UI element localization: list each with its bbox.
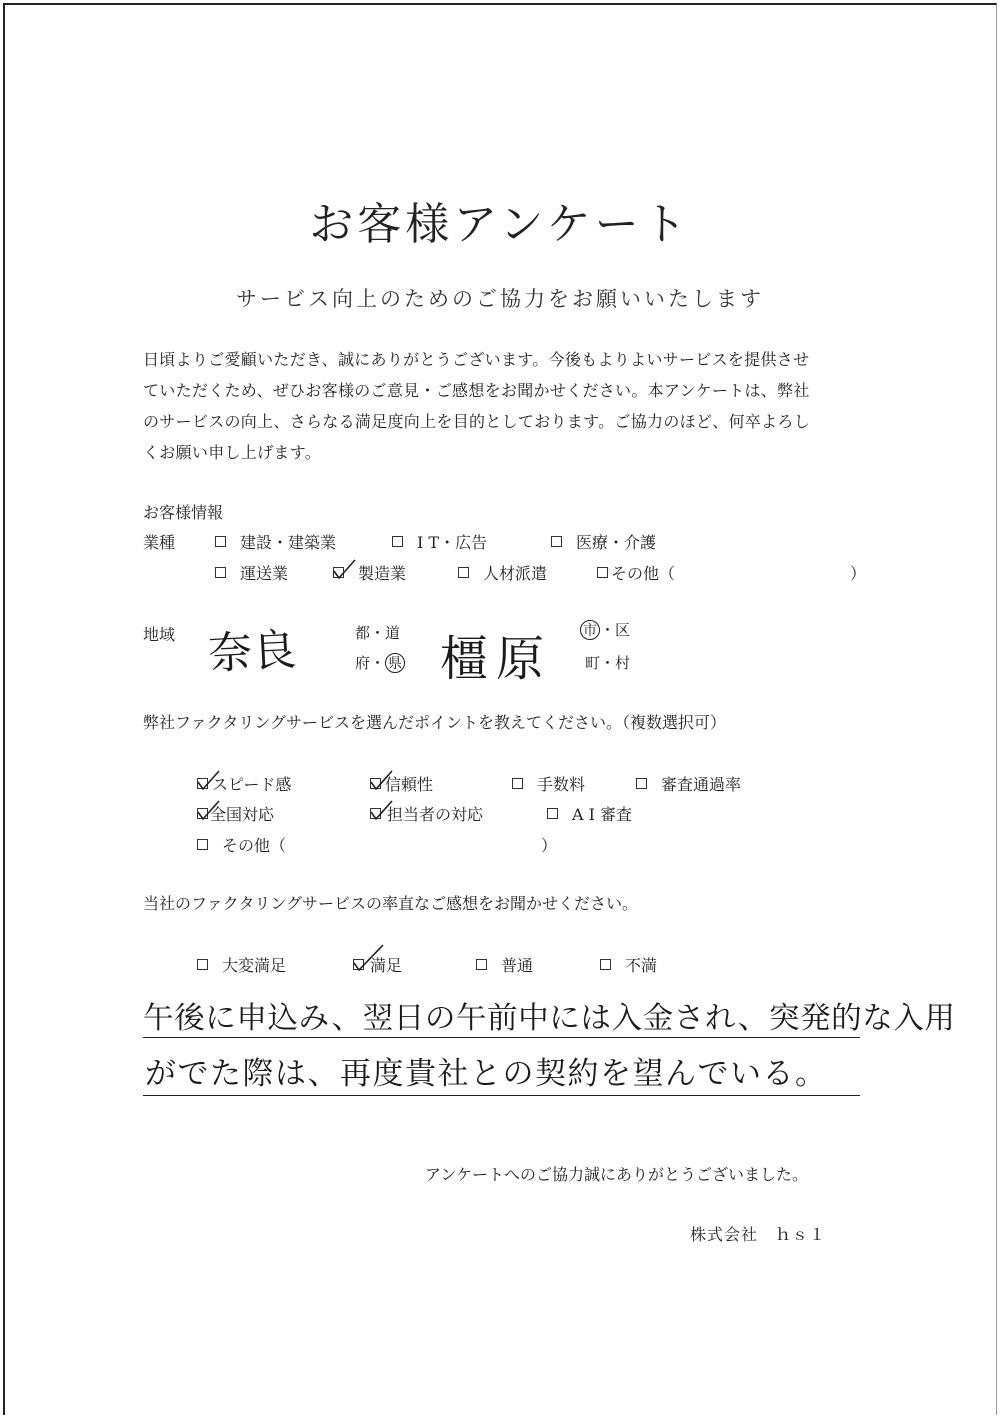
comment-line-2[interactable]: がでた際は、再度貴社との契約を望んでいる。 (145, 1056, 828, 1092)
impression-option[interactable] (600, 953, 657, 976)
comment-underline-2 (143, 1095, 860, 1096)
option-label: 運送業 (240, 564, 289, 583)
option-label: 医療・介護 (576, 533, 657, 552)
checkmark-icon (197, 770, 221, 792)
option-label: A I 審査 (572, 805, 633, 824)
point-option[interactable] (197, 802, 274, 825)
industry-option[interactable] (597, 561, 675, 584)
pref-type-top: 都・道 (355, 624, 401, 642)
comment-line-1[interactable]: 午後に申込み、翌日の午前中には入金され、突発的な入用 (143, 1001, 956, 1036)
checkmark-icon (333, 559, 357, 581)
checkbox[interactable] (458, 567, 469, 578)
intro-line: のサービスの向上、さらなる満足度向上を目的としております。ご協力のほど、何卒よろし (143, 412, 811, 431)
point-option[interactable] (370, 802, 483, 825)
industry-option[interactable] (333, 561, 406, 584)
option-label: 普通 (501, 956, 534, 975)
closing-thanks: アンケートへのご協力誠にありがとうございました。 (425, 1165, 809, 1184)
industry-option[interactable] (551, 530, 656, 553)
city-type-bottom: 町・村 (585, 654, 631, 672)
city-type-ku: ・区 (600, 621, 631, 639)
option-label: 建設・建築業 (240, 533, 337, 552)
option-label: 手数料 (537, 775, 586, 794)
checkbox[interactable] (636, 778, 647, 789)
impression-option[interactable] (476, 953, 533, 976)
point-option[interactable] (197, 772, 291, 795)
intro-line: 日頃よりご愛顧いただき、誠にありがとうございます。今後もよりよいサービスを提供させ (143, 350, 810, 369)
intro-line: ていただくため、ぜひお客様のご意見・ご感想をお聞かせください。本アンケートは、弊社 (143, 381, 810, 400)
checkbox[interactable] (197, 959, 208, 970)
pref-type-bottom (355, 652, 405, 673)
checkmark-icon (353, 951, 377, 973)
impression-question: 当社のファクタリングサービスの率直なご感想をお聞かせください。 (143, 894, 639, 913)
option-label: 信頼性 (385, 775, 434, 794)
option-label: その他（ (222, 836, 287, 855)
checkbox[interactable] (551, 536, 562, 547)
impression-option[interactable] (197, 953, 286, 976)
industry-option[interactable] (215, 530, 336, 553)
point-option[interactable] (636, 772, 741, 795)
option-label: スピード感 (212, 775, 292, 794)
pref-type-fu: 府・ (355, 654, 386, 672)
city-type-shi-circled[interactable]: 市 (580, 620, 600, 640)
option-label: 担当者の対応 (387, 805, 484, 824)
checkbox-checked[interactable] (333, 567, 344, 578)
company-name: 株式会社 ｈｓ１ (690, 1225, 827, 1244)
checkbox[interactable] (215, 567, 226, 578)
checkbox-checked[interactable] (197, 778, 208, 789)
checkmark-icon (370, 800, 394, 822)
comment-underline-1 (143, 1037, 860, 1038)
page-title: お客様アンケート (309, 199, 691, 250)
option-label: 不満 (625, 956, 658, 975)
intro-line: くお願い申し上げます。 (143, 443, 322, 462)
industry-option[interactable] (458, 561, 547, 584)
option-label: 人材派遣 (483, 564, 548, 583)
checkbox[interactable] (197, 839, 208, 850)
intro-paragraph (143, 344, 863, 468)
checkbox-checked[interactable] (370, 808, 381, 819)
other-close-paren: ） (541, 836, 558, 855)
option-label: 大変満足 (222, 956, 287, 975)
option-label: その他（ (611, 564, 676, 583)
industry-option[interactable] (392, 530, 487, 553)
checkbox-checked[interactable] (370, 778, 381, 789)
points-question: 弊社ファクタリングサービスを選んだポイントを教えてください。（複数選択可） (143, 713, 727, 732)
checkbox[interactable] (597, 567, 608, 578)
checkbox[interactable] (512, 778, 523, 789)
option-label: 全国対応 (210, 805, 275, 824)
page-subtitle: サービス向上のためのご協力をお願いいたします (236, 287, 764, 311)
industry-option[interactable] (215, 561, 288, 584)
impression-option[interactable] (353, 953, 402, 976)
option-label: I T・広告 (417, 533, 488, 552)
option-label: 満足 (370, 956, 403, 975)
checkbox[interactable] (392, 536, 403, 547)
point-option[interactable] (370, 772, 433, 795)
checkbox[interactable] (215, 536, 226, 547)
point-option[interactable] (512, 772, 585, 795)
checkmark-icon (370, 770, 394, 792)
region-label: 地域 (143, 625, 176, 644)
other-close-paren: ） (850, 564, 867, 583)
prefecture-handwritten[interactable]: 奈良 (206, 624, 298, 680)
industry-label: 業種 (143, 533, 176, 552)
option-label: 製造業 (358, 564, 407, 583)
city-type-top (580, 619, 630, 640)
point-option[interactable] (547, 802, 632, 825)
checkbox[interactable] (600, 959, 611, 970)
point-option[interactable] (197, 833, 286, 856)
customer-info-heading: お客様情報 (143, 503, 224, 522)
pref-type-ken-circled[interactable]: 県 (385, 653, 405, 673)
checkbox[interactable] (476, 959, 487, 970)
checkbox-checked[interactable] (353, 959, 364, 970)
option-label: 審査通過率 (661, 775, 742, 794)
checkbox[interactable] (547, 808, 558, 819)
checkmark-icon (197, 800, 221, 822)
checkbox-checked[interactable] (197, 808, 208, 819)
city-handwritten[interactable]: 橿原 (440, 631, 553, 687)
